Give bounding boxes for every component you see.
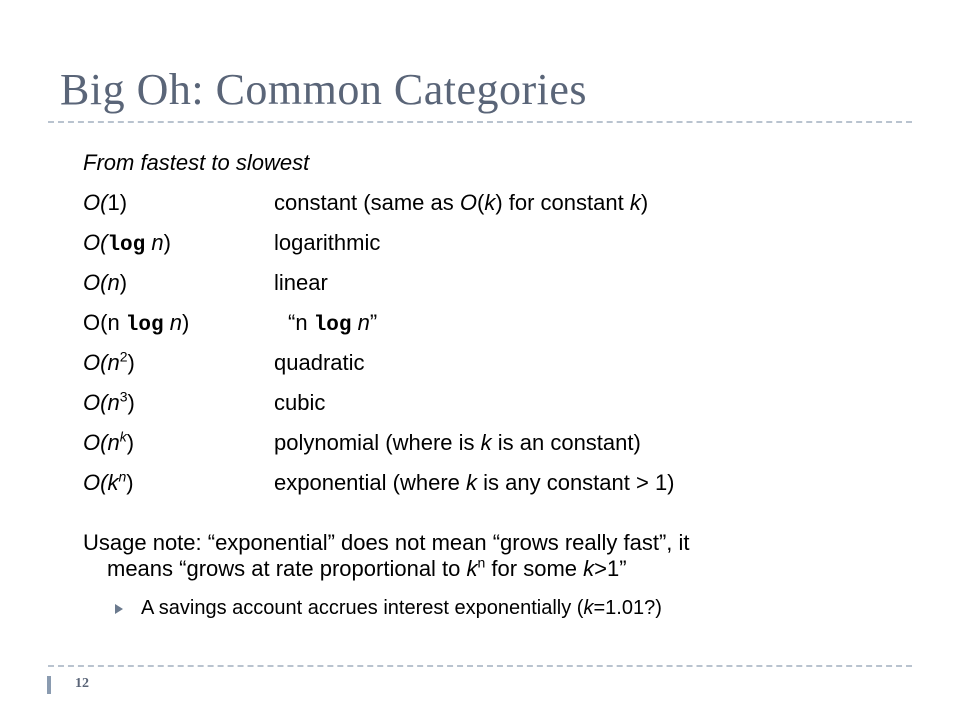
row-cubic bbox=[83, 386, 903, 426]
usage-note-line-1: Usage note: “exponential” does not mean “grows really fast”, it bbox=[83, 530, 690, 555]
big-o-notation: $O(k^n)$ bbox=[83, 468, 134, 495]
category-description: linear bbox=[274, 270, 328, 295]
subtitle: From fastest to slowest bbox=[83, 150, 310, 175]
page-marker bbox=[47, 676, 51, 694]
slide-title: Big Oh: Common Categories bbox=[60, 65, 588, 114]
big-o-notation: $O(n^2)$ bbox=[83, 348, 135, 375]
bullet-savings-example bbox=[115, 597, 662, 620]
category-description: constant (same as O(k) for constant k) bbox=[274, 190, 649, 215]
row-constant bbox=[83, 186, 903, 226]
category-description: polynomial (where is k is an constant) bbox=[274, 430, 641, 455]
category-description: logarithmic bbox=[274, 230, 381, 255]
big-o-notation: O(log n) bbox=[83, 230, 171, 257]
bullet-text: A savings account accrues interest exponentially (k=1.01?) bbox=[141, 597, 662, 619]
complexity-table bbox=[83, 186, 903, 506]
bullet-triangle-icon bbox=[115, 604, 123, 614]
row-logarithmic bbox=[83, 226, 903, 266]
row-linear bbox=[83, 266, 903, 306]
row-n-log-n bbox=[83, 306, 903, 346]
category-description: quadratic bbox=[274, 350, 365, 375]
category-description: cubic bbox=[274, 390, 326, 415]
usage-note bbox=[83, 530, 883, 582]
top-divider bbox=[48, 121, 912, 123]
big-o-notation: O(n log n) bbox=[83, 310, 190, 337]
category-description: “n log n” bbox=[288, 310, 378, 337]
bottom-divider bbox=[48, 665, 912, 667]
big-o-notation: O(1) bbox=[83, 190, 128, 215]
big-o-notation: O(n) bbox=[83, 270, 128, 295]
row-polynomial bbox=[83, 426, 903, 466]
page-number: 12 bbox=[75, 676, 89, 691]
big-o-notation: $O(n^3)$ bbox=[83, 388, 135, 415]
usage-note-line-2: means “grows at rate proportional to $k^n$ for some k>1” bbox=[107, 554, 627, 581]
row-quadratic bbox=[83, 346, 903, 386]
row-exponential bbox=[83, 466, 903, 506]
category-description: exponential (where k is any constant > 1) bbox=[274, 470, 675, 495]
big-o-notation: $O(n^k)$ bbox=[83, 428, 135, 455]
